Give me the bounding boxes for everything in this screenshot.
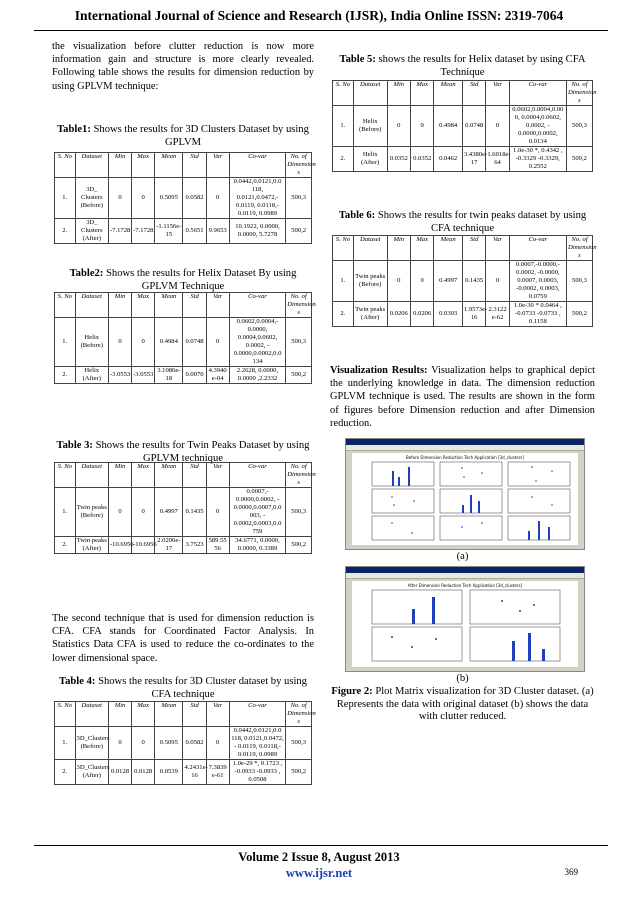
table-header-cell: Dataset bbox=[75, 153, 108, 178]
table-cell: 0.0582 bbox=[183, 178, 206, 219]
table-cell: 0.5651 bbox=[183, 219, 206, 244]
table-cell: 500,3 bbox=[286, 318, 312, 367]
table-header-cell: No. of Dimension s bbox=[567, 236, 597, 259]
table-cell: 500,3 bbox=[566, 106, 592, 147]
table-cell: Helix (Before) bbox=[353, 106, 387, 147]
table-cell: 4.3940 e-04 bbox=[206, 367, 229, 384]
table-cell: 3.1086e-18 bbox=[155, 367, 183, 384]
table-cell: 0.0303 bbox=[434, 302, 463, 327]
left-column bbox=[52, 40, 314, 93]
table-header-cell: Var bbox=[486, 236, 509, 261]
table-cell: 500,3 bbox=[286, 178, 312, 219]
table-header-cell: Max bbox=[132, 153, 155, 178]
table-header-cell: Co-var bbox=[229, 293, 286, 318]
table-header-cell: Std bbox=[183, 153, 206, 178]
table-cell: 0.0602,0.0004,- 0.0000, 0.0004,0.0602, 0.0002, - 0.0000,0.0002,0.0 134 bbox=[229, 318, 286, 367]
table-header-cell: S. No bbox=[333, 236, 354, 261]
table-header-cell: Min bbox=[108, 153, 131, 178]
table-cell: 1. bbox=[55, 727, 76, 760]
table-cell: 0 bbox=[108, 318, 131, 367]
table-cell: 0.0462 bbox=[434, 147, 463, 172]
table-cell: -7.1728 bbox=[132, 219, 155, 244]
scatter-matrix-a bbox=[352, 453, 578, 543]
table-cell: 0 bbox=[108, 727, 131, 760]
figure-a-label: (a) bbox=[456, 551, 469, 562]
table-cell: 0 bbox=[206, 488, 229, 537]
table-header-cell: Min bbox=[108, 293, 131, 318]
table-header-cell: Mean bbox=[155, 463, 183, 488]
table-cell: -1.1156e-15 bbox=[155, 219, 183, 244]
table-cell: 0.1435 bbox=[183, 488, 206, 537]
table-cell: 1.9573e-16 bbox=[462, 302, 485, 327]
table-header-cell: Co-var bbox=[229, 463, 286, 488]
table-cell: 1.0e-29 *, 0.1723 , -0.0933 -0.0933 , 0.0508 bbox=[229, 760, 286, 785]
window-menubar bbox=[346, 445, 584, 451]
footer-rule bbox=[34, 845, 608, 846]
table-cell: 500,3 bbox=[286, 488, 312, 537]
table-header-cell: S. No bbox=[55, 463, 76, 488]
table-cell: 500,2 bbox=[286, 537, 312, 554]
table-cell: 0.4997 bbox=[434, 261, 463, 302]
table-cell: 0 bbox=[132, 318, 155, 367]
table-cell: 0.0602,0.0004,0.00 0, 0.0004,0.0602, 0.0002, - 0.0000,0.0002, 0.0134 bbox=[509, 106, 566, 147]
scatter-matrix-b bbox=[352, 581, 578, 665]
table-row bbox=[55, 178, 312, 219]
figure-b-title: After Dimension Reduction Tech Application [3d_clusters] bbox=[407, 583, 523, 588]
table-cell: -10.6956 bbox=[108, 537, 131, 554]
table-header-cell: Dataset bbox=[75, 463, 108, 488]
table2 bbox=[54, 292, 316, 384]
table-cell: 2. bbox=[55, 219, 76, 244]
table-header-cell: Var bbox=[206, 702, 229, 727]
table-cell: 0.0206 bbox=[387, 302, 410, 327]
table-header-cell: Co-var bbox=[509, 81, 566, 106]
table-cell: 4.2431e-16 bbox=[183, 760, 206, 785]
table-cell: 1.0e-30 * 0.0464 , -0.0733 -0.0733 , 0.1158 bbox=[509, 302, 566, 327]
table4-caption: Table 4: Shows the results for 3D Cluster dataset by using CFA technique bbox=[59, 676, 307, 700]
table-cell: 0.0748 bbox=[462, 106, 485, 147]
table-cell: 3D_ Clusters (Before) bbox=[75, 178, 108, 219]
table-header-cell: Mean bbox=[155, 702, 183, 727]
figure-b-plot bbox=[352, 581, 578, 667]
table-cell: 0 bbox=[108, 178, 131, 219]
table-cell: 0 bbox=[410, 261, 433, 302]
table-cell: 0.4984 bbox=[434, 106, 463, 147]
table-cell: Twin peaks (After) bbox=[76, 537, 107, 552]
table-cell: 0 bbox=[206, 178, 229, 219]
table-cell: 500,2 bbox=[286, 760, 312, 785]
table-header-cell: Min bbox=[108, 702, 131, 727]
table-cell: 2.2628, 0.0000, 0.0000 ,2.2332 bbox=[229, 367, 286, 384]
table-header-cell: S. No bbox=[55, 702, 76, 727]
table-header-cell: S. No bbox=[55, 293, 76, 318]
visualization-paragraph: Visualization Results: Visualization helps to graphical depict the underlying knowledge in data. The dimension reduction GPLVM technique is used. The results are shown in the form of figures before Dimension reduction and after Dimension reduction. bbox=[330, 365, 596, 429]
table-cell: 1.0e-30 *, 0.4342 , -0.3329 -0.3329, 0.2552 bbox=[509, 147, 566, 172]
table-row bbox=[55, 318, 312, 367]
table-cell: 0.0128 bbox=[132, 760, 155, 785]
table-cell: Helix (After) bbox=[353, 147, 387, 172]
table-row bbox=[55, 219, 312, 244]
table-header-cell: Mean bbox=[155, 293, 183, 318]
table-cell: 0 bbox=[486, 261, 509, 302]
table4 bbox=[54, 701, 316, 785]
table-header-cell: Max bbox=[132, 702, 155, 727]
table-cell: 0.0206 bbox=[410, 302, 433, 327]
table-cell: 2. bbox=[55, 537, 76, 554]
table-cell: 0.4984 bbox=[155, 318, 183, 367]
table-header-cell: No. of Dimension s bbox=[287, 153, 316, 176]
table-header-cell: Max bbox=[132, 463, 155, 488]
table-row bbox=[55, 367, 312, 384]
table-cell: 1. bbox=[55, 178, 76, 219]
table-header-row bbox=[333, 236, 593, 261]
table-cell: 10.1922, 0.0000, 0.0000, 5.7278 bbox=[229, 219, 286, 244]
table-cell: 0.0442,0.0121,0.0 118, 0.0121,0.0472,- 0.0119, 0.0118,- 0.0119, 0.0989 bbox=[229, 178, 286, 219]
table-header-cell: Std bbox=[462, 81, 485, 106]
table-header-row bbox=[55, 463, 312, 488]
figure-a-title: Before Dimension Reduction Tech Application [3d_clusters] bbox=[406, 455, 524, 460]
table6 bbox=[332, 235, 597, 327]
table-header-cell: Max bbox=[410, 236, 433, 261]
table-cell: 0.0007,- 0.0000,0.0002, - 0.0000,0.0007,0.0 003, - 0.0002,0.0003,0.0 759 bbox=[229, 488, 286, 537]
cfa-paragraph: The second technique that is used for dimension reduction is CFA. CFA stands for Coordinated Factor Analysis. In Statistics Data CFA is used to reduce the co-ordinates to the lower dimensional space. bbox=[52, 613, 314, 664]
table-row bbox=[55, 760, 312, 785]
table-cell: 0.1435 bbox=[462, 261, 485, 302]
table-cell: 0.0582 bbox=[183, 727, 206, 760]
table-cell: Helix (Before) bbox=[75, 318, 108, 367]
table-cell: 2. bbox=[55, 367, 76, 384]
table-header-cell: No. of Dimension s bbox=[287, 293, 316, 316]
table-cell: 0 bbox=[410, 106, 433, 147]
intro-paragraph: the visualization before clutter reduction is now more information gain and structure is more clearly revealed. Following table shows the results for dimension reduction by using GPLVM technique: bbox=[52, 41, 314, 92]
table-row bbox=[333, 302, 593, 327]
header-rule bbox=[34, 30, 608, 31]
table3-caption: Table 3: Shows the results for Twin Peaks Dataset by using GPLVM technique bbox=[56, 440, 310, 464]
table-cell: 34.6771, 0.0000, 0.0000, 0.3389 bbox=[229, 537, 286, 554]
table-header-cell: Std bbox=[183, 293, 206, 318]
table-cell: 0.0128 bbox=[108, 760, 131, 785]
table-header-cell: Mean bbox=[434, 81, 463, 106]
table-header-row bbox=[333, 81, 593, 106]
footer-url-link[interactable]: www.ijsr.net bbox=[285, 866, 353, 880]
table-cell: 9.9653 bbox=[206, 219, 229, 244]
figure-2-caption: Figure 2: Plot Matrix visualization for 3D Cluster dataset. (a) Represents the data with original dataset (b) shows the data with clutter reduced. bbox=[331, 686, 594, 722]
table-cell: 0 bbox=[206, 727, 229, 760]
table-cell: 3D_Clusters (After) bbox=[75, 760, 108, 785]
table-cell: 2. bbox=[333, 302, 354, 327]
table-cell: 1. bbox=[333, 261, 354, 302]
table-cell: 1. bbox=[55, 318, 76, 367]
table-header-row bbox=[55, 153, 312, 178]
footer-volume: Volume 2 Issue 8, August 2013 bbox=[238, 850, 400, 864]
table-header-cell: Mean bbox=[155, 153, 183, 178]
table-cell: Twin peaks (After) bbox=[353, 302, 387, 327]
table-header-row bbox=[55, 702, 312, 727]
table-row bbox=[333, 261, 593, 302]
table-header-cell: No. of Dimension s bbox=[287, 702, 316, 725]
table-header-cell: Co-var bbox=[229, 702, 286, 727]
table-header-cell: Co-var bbox=[229, 153, 286, 178]
table-cell: 589.55 56 bbox=[206, 537, 229, 554]
table-cell: 0.5095 bbox=[155, 727, 183, 760]
table-cell: 1.6018e-64 bbox=[486, 147, 509, 172]
table-cell: 0.0539 bbox=[155, 760, 183, 785]
table-header-cell: Max bbox=[410, 81, 433, 106]
table-cell: 0 bbox=[132, 727, 155, 760]
table-cell: -7.1728 bbox=[108, 219, 131, 244]
table-cell: 500,2 bbox=[566, 302, 592, 327]
table1-caption: Table1: Shows the results for 3D Clusters Dataset by using GPLVM bbox=[57, 124, 309, 148]
figure-b-window bbox=[345, 566, 585, 672]
table-header-cell: No. of Dimension s bbox=[567, 81, 597, 104]
table-cell: 0 bbox=[132, 178, 155, 219]
table-cell: 7.3839 e-61 bbox=[206, 760, 229, 785]
table-header-cell: Std bbox=[183, 702, 206, 727]
table-row bbox=[333, 106, 593, 147]
table-cell: 2. bbox=[333, 147, 354, 172]
table-cell: -3.0553 bbox=[132, 367, 155, 384]
table-cell: 500,2 bbox=[566, 147, 592, 172]
table-cell: 0.0352 bbox=[410, 147, 433, 172]
table-cell: 1. bbox=[55, 488, 76, 537]
table-cell: 500,2 bbox=[286, 219, 312, 244]
journal-header: International Journal of Science and Research (IJSR), India Online ISSN: 2319-7064 bbox=[74, 8, 564, 23]
table-cell: -3.0553 bbox=[108, 367, 131, 384]
figure-b-label: (b) bbox=[456, 673, 469, 684]
table-row bbox=[55, 488, 312, 537]
table-cell: 0.0442,0.0121,0.0 118, 0.0121,0.0472, - 0.0119, 0.0118,- 0.0119, 0.0989 bbox=[229, 727, 286, 760]
table6-caption: Table 6: Shows the results for twin peaks dataset by using CFA technique bbox=[338, 210, 587, 234]
table-cell: 1. bbox=[333, 106, 354, 147]
page-number: 369 bbox=[564, 867, 578, 877]
table-cell: 2.0206e-17 bbox=[155, 537, 183, 554]
table-cell: 0.0070 bbox=[183, 367, 206, 384]
table-header-cell: Var bbox=[206, 463, 229, 488]
table-cell: 0 bbox=[206, 318, 229, 367]
table-header-cell: S. No bbox=[333, 81, 354, 106]
table-row bbox=[55, 727, 312, 760]
table-cell: 500,3 bbox=[286, 727, 312, 760]
table-cell: 0.5095 bbox=[155, 178, 183, 219]
table-header-cell: S. No bbox=[55, 153, 76, 178]
table-cell: 0 bbox=[387, 106, 410, 147]
table-cell: 3D_ Clusters (After) bbox=[75, 219, 108, 244]
table-header-cell: Var bbox=[206, 153, 229, 178]
table-cell: 3.7523 bbox=[183, 537, 206, 554]
table-header-cell: Co-var bbox=[509, 236, 566, 261]
table-header-cell: Var bbox=[206, 293, 229, 318]
table-header-cell: Var bbox=[486, 81, 509, 106]
table-header-row bbox=[55, 293, 312, 318]
figure-a-plot bbox=[352, 453, 578, 545]
table5-caption: Table 5: shows the results for Helix dataset by using CFA Technique bbox=[339, 54, 586, 78]
table-header-cell: Std bbox=[183, 463, 206, 488]
table-cell: 500,3 bbox=[566, 261, 592, 302]
table-cell: 0.0748 bbox=[183, 318, 206, 367]
table-cell: 0 bbox=[132, 488, 155, 537]
table-cell: 0.4997 bbox=[155, 488, 183, 537]
table2-caption: Table2: Shows the results for Helix Dataset By using GPLVM Technique bbox=[69, 268, 297, 292]
table-cell: 500,2 bbox=[286, 367, 312, 384]
window-menubar bbox=[346, 573, 584, 579]
table-header-cell: Dataset bbox=[75, 293, 108, 318]
table-header-cell: Min bbox=[387, 236, 410, 261]
table-cell: 3.4380e-17 bbox=[462, 147, 485, 172]
figure-a-window bbox=[345, 438, 585, 550]
table-cell: 0.0352 bbox=[387, 147, 410, 172]
table-cell: Twin peaks (Before) bbox=[75, 488, 108, 537]
table3 bbox=[54, 462, 316, 554]
table-header-cell: Dataset bbox=[75, 702, 108, 727]
table-cell: Twin peaks (Before) bbox=[353, 261, 387, 302]
table-header-cell: Dataset bbox=[353, 236, 387, 261]
table-cell: Helix (After) bbox=[75, 367, 108, 384]
table-row bbox=[55, 537, 312, 554]
table-row bbox=[333, 147, 593, 172]
table-header-cell: Std bbox=[462, 236, 485, 261]
table-header-cell: Mean bbox=[434, 236, 463, 261]
table-header-cell: Max bbox=[132, 293, 155, 318]
table-cell: 3D_Clusters (Before) bbox=[75, 727, 108, 760]
table-header-cell: Min bbox=[387, 81, 410, 106]
table-header-cell: Dataset bbox=[353, 81, 387, 106]
table-header-cell: No. of Dimension s bbox=[287, 463, 316, 486]
table5 bbox=[332, 80, 597, 172]
table-cell: 0 bbox=[108, 488, 131, 537]
table-cell: -10.6956 bbox=[132, 537, 155, 554]
table1 bbox=[54, 152, 316, 244]
table-cell: 0 bbox=[387, 261, 410, 302]
table-cell: 2. bbox=[55, 760, 76, 785]
table-cell: 2.3122 e-62 bbox=[486, 302, 509, 327]
table-header-cell: Min bbox=[108, 463, 131, 488]
table-cell: 0 bbox=[486, 106, 509, 147]
table-cell: 0.0007,-0.0000,- 0.0002, -0.0000, 0.0007, 0.0003, -0.0002, 0.0003, 0.0759 bbox=[509, 261, 566, 302]
